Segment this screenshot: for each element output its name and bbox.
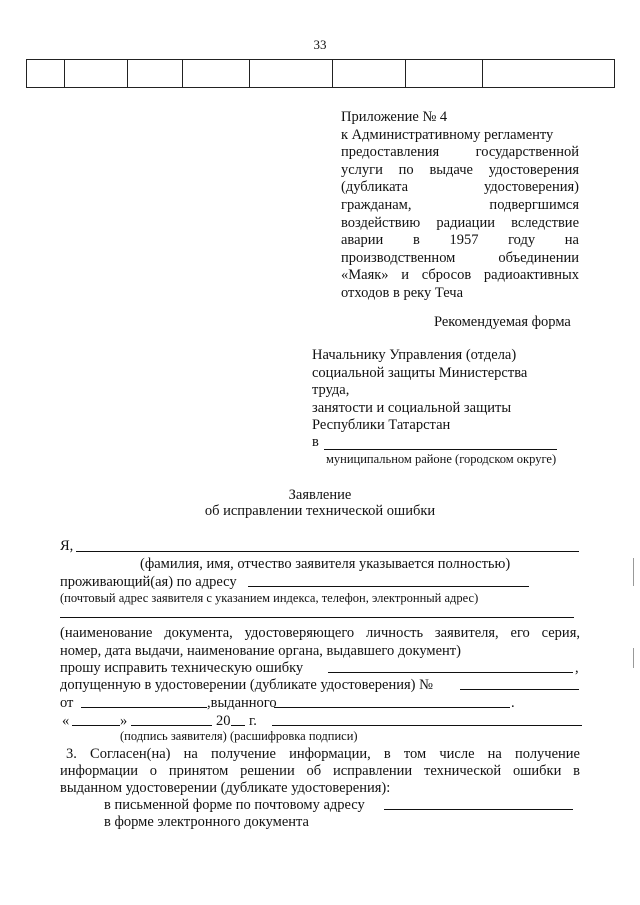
appendix-line: предоставления государственной [341,144,579,161]
from-label: от [60,695,74,711]
year-field[interactable] [231,725,245,726]
option-electronic: в форме электронного документа [104,814,309,830]
table-cell [483,60,615,88]
recommended-form-note: Рекомендуемая форма [434,314,571,330]
appendix-line: воздействию радиации вследствие [341,214,579,231]
applicant-prefix: Я, [60,538,74,554]
fio-caption: (фамилия, имя, отчество заявителя указывается полностью) [140,556,511,572]
year-prefix: 20 [216,713,231,729]
document-subtitle: об исправлении технической ошибки [204,503,436,519]
appendix-line: гражданам, подвергшимся [341,196,579,213]
consent-line3: выданном удостоверении (дубликате удостоверения): [60,780,391,796]
table-cell [183,60,250,88]
page-number: 33 [313,37,327,52]
addressee-block [312,347,527,435]
appendix-line: услуги по выдаче удостоверения [341,161,579,178]
document-caption-line1: (наименование документа, удостоверяющего личность заявителя, его серия, [60,625,580,641]
consent-line1: 3. Согласен(на) на получение информации, в том числе на получение [66,746,580,762]
option-paper: в письменной форме по почтовому адресу [104,797,365,813]
date-open-quote: « [62,713,70,729]
table-cell [406,60,483,88]
appendix-line: «Маяк» и сбросов радиоактивных [341,267,579,284]
issued-end: . [511,695,515,711]
day-field[interactable] [72,725,120,726]
certificate-label: допущенную в удостоверении (дубликате удостоверения) № [60,677,433,693]
signature-caption: (подпись заявителя) (расшифровка подписи) [120,729,358,743]
addressee-line: Республики Татарстан [312,417,451,433]
signature-field[interactable] [272,725,582,726]
addressee-line: труда, [312,382,350,398]
issuing-authority-field[interactable] [274,707,510,708]
table-cell [250,60,333,88]
municipality-prefix: в [312,434,319,450]
table-cell [65,60,128,88]
appendix-block [341,109,579,303]
addressee-line: социальной защиты Министерства [312,364,528,381]
document-caption-line2: номер, дата выдачи, наименование органа, выдавшего документ) [60,643,461,659]
consent-line2: информации о принятом решении об исправлении технической ошибки в [60,763,580,779]
issued-label: ,выданного [207,695,277,711]
table-cell [27,60,65,88]
appendix-line: (дубликата удостоверения) [341,179,579,196]
postal-address-field[interactable] [384,809,573,810]
month-field[interactable] [131,725,212,726]
addressee-line: занятости и социальной защиты [312,399,512,416]
appendix-line: Приложение № 4 [341,109,448,125]
scan-artifact [633,648,634,668]
table-cell [333,60,406,88]
municipality-caption: муниципальном районе (городском округе) [326,452,557,466]
document-title: Заявление [288,487,352,503]
scan-artifact [633,558,634,586]
date-close-quote: » [120,713,128,729]
top-table-strip [26,59,615,88]
applicant-fio-field[interactable] [76,551,579,552]
appendix-line: к Административному регламенту [341,126,554,143]
issue-date-field[interactable] [81,707,207,708]
identity-document-field[interactable] [60,617,574,618]
technical-error-field[interactable] [328,672,573,673]
appendix-line: производственном объединении [341,249,579,266]
appendix-line: отходов в реку Теча [341,284,464,301]
address-field[interactable] [248,586,529,587]
year-suffix: г. [249,713,257,729]
certificate-number-field[interactable] [460,689,579,690]
request-end-comma: , [575,660,579,676]
appendix-line: аварии в 1957 году на [341,232,579,249]
address-label: проживающий(ая) по адресу [60,574,237,590]
address-caption: (почтовый адрес заявителя с указанием индекса, телефон, электронный адрес) [60,591,479,605]
request-label: прошу исправить техническую ошибку [60,660,304,676]
municipality-field[interactable] [324,449,557,450]
table-cell [128,60,183,88]
addressee-line: Начальнику Управления (отдела) [312,347,517,363]
